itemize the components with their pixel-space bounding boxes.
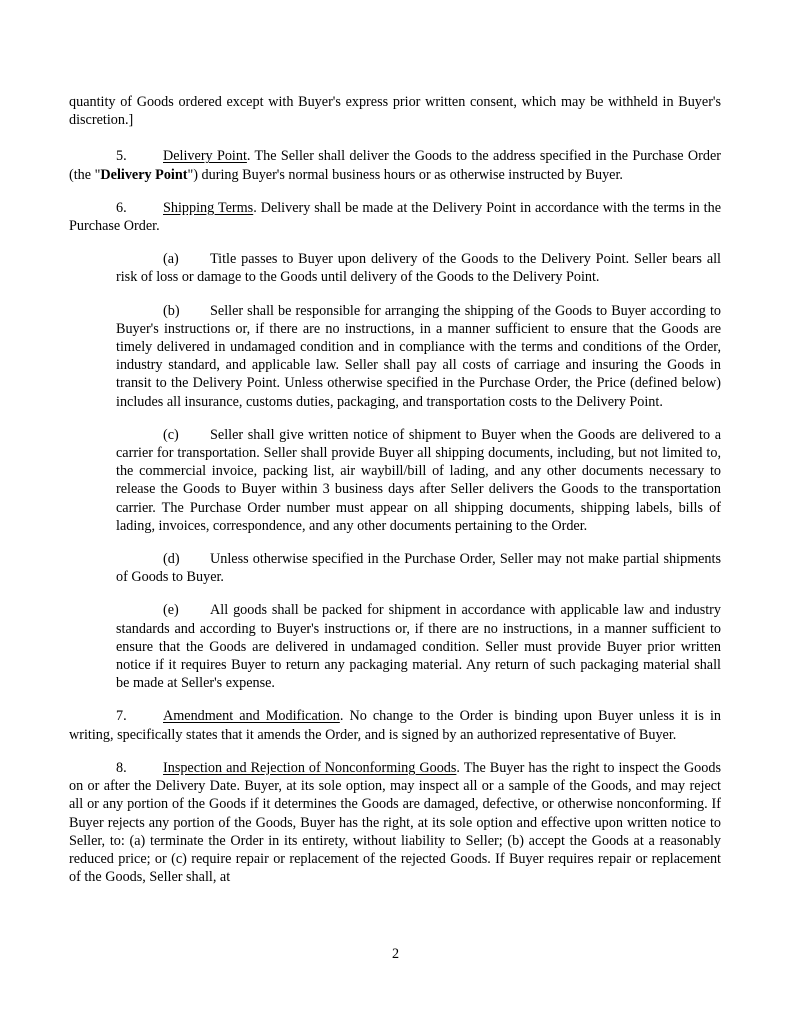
subsection-text: Seller shall be responsible for arranging the shipping of the Goods to Buyer according to Buyer's instructions or, if there are no instructions, in a manner sufficient to ensure that the Goods are timely delivered in undamaged condition and in compliance with the terms and conditions of the Order, industry standard, and applicable law. Seller shall pay all costs of carriage and insuring the Goods in transit to the Delivery Point. Unless otherwise specified in the Purchase Order, the Price (defined below) includes all insurance, customs duties, packaging, and transportation costs to the Delivery Point. [116, 302, 721, 410]
section-text: . The Seller shall deliver the Goods to the address specified in the Purchase Order (the " [69, 148, 721, 183]
subsection-label: (a) [163, 251, 179, 268]
defined-term: Delivery Point [100, 166, 188, 183]
section-heading: Shipping Terms [163, 199, 254, 216]
section-heading: Inspection and Rejection of Nonconforming Goods [163, 759, 457, 776]
subsection-6d [116, 550, 721, 586]
section-text: . No change to the Order is binding upon Buyer unless it is in writing, specifically states that it amends the Order, and is signed by an authorized representative of Buyer. [69, 708, 721, 743]
section-number: 8. [116, 759, 127, 776]
subsection-label: (c) [163, 426, 179, 443]
subsection-6e [116, 601, 721, 692]
subsection-text: Title passes to Buyer upon delivery of the Goods to the Delivery Point. Seller bears all risk of loss or damage to the Goods until delivery of the Goods to the Delivery Point. [116, 251, 721, 286]
subsection-label: (d) [163, 551, 180, 568]
intro-paragraph: quantity of Goods ordered except with Buyer's express prior written consent, which may be withheld in Buyer's discretion.] [69, 94, 721, 129]
subsection-6b [116, 302, 721, 411]
section-8-inspection [69, 759, 721, 886]
section-7-amendment [69, 707, 721, 743]
subsection-label: (e) [163, 602, 179, 619]
section-6-shipping-terms [69, 199, 721, 235]
section-text: . Delivery shall be made at the Delivery Point in accordance with the terms in the Purchase Order. [69, 199, 721, 235]
section-text: . The Buyer has the right to inspect the Goods on or after the Delivery Date. Buyer, at its sole option, may inspect all or a sample of the Goods, and may reject all or any portion of the Goods if it determines the Goods are damaged, defective, or otherwise nonconforming. If Buyer rejects any portion of the Goods, Buyer has the right, at its sole option and effective upon written notice to Seller, to: (a) terminate the Order in its entirety, without liability to Seller; (b) accept the Goods at a reasonably reduced price; or (c) require repair or replacement of the rejected Goods. If Buyer requires repair or replacement of the Goods, Seller shall, at [69, 759, 721, 886]
subsection-text: Unless otherwise specified in the Purchase Order, Seller may not make partial shipments of Goods to Buyer. [116, 551, 721, 586]
section-number: 6. [116, 199, 127, 216]
subsection-6a [116, 250, 721, 286]
subsection-label: (b) [163, 302, 180, 319]
section-text: ") during Buyer's normal business hours or as otherwise instructed by Buyer. [187, 166, 623, 183]
section-heading: Delivery Point [163, 148, 247, 165]
section-number: 5. [116, 148, 127, 165]
subsection-text: Seller shall give written notice of shipment to Buyer when the Goods are delivered to a carrier for transportation. Seller shall provide Buyer all shipping documents, including, but not limited to, the commercial invoice, packing list, air waybill/bill of lading, and any other documents necessary to release the Goods to Buyer within 3 business days after Seller delivers the Goods to the transportation carrier. The Purchase Order number must appear on all shipping documents, shipping labels, bills of lading, invoices, correspondence, and any other documents pertaining to the Order. [116, 426, 721, 534]
document-page [69, 93, 721, 901]
subsection-6c [116, 426, 721, 535]
subsection-text: All goods shall be packed for shipment in accordance with applicable law and industry standards and according to Buyer's instructions or, if there are no instructions, in a manner sufficient to ensure that the Goods are delivered in undamaged condition. Seller must provide Buyer prior written notice if it requires Buyer to return any packaging material. Any return of such packaging material shall be made at Seller's expense. [116, 602, 721, 692]
section-heading: Amendment and Modification [163, 708, 340, 725]
section-number: 7. [116, 708, 127, 725]
page-number: 2 [391, 946, 400, 962]
section-5-delivery-point [69, 147, 721, 183]
